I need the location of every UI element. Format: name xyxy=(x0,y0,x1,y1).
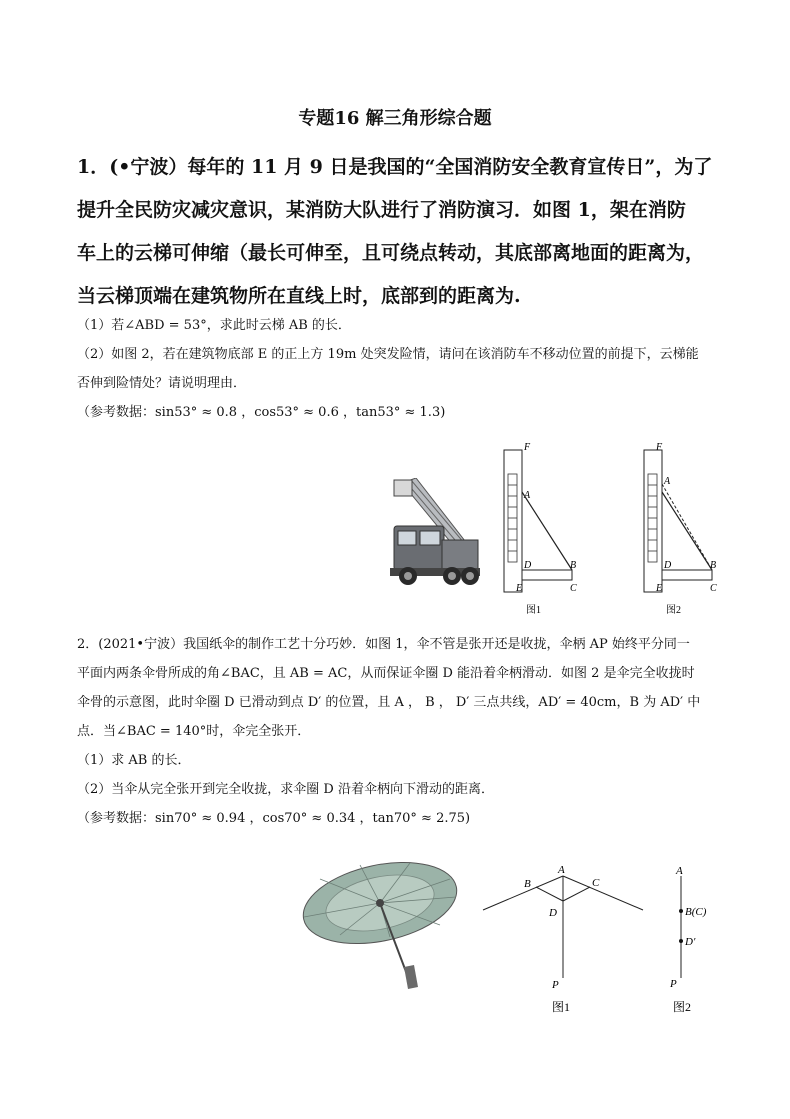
label-F: F xyxy=(656,442,663,453)
fire-truck-image xyxy=(380,478,485,588)
label-C: C xyxy=(570,583,577,594)
label-P: P xyxy=(670,978,677,990)
page-title: 专题16 解三角形综合题 xyxy=(298,108,492,129)
label-B: B xyxy=(710,560,717,571)
q2-figure-2 xyxy=(665,860,735,1020)
q2-figure-1 xyxy=(478,860,648,1020)
label-D: D xyxy=(524,560,532,571)
question-1-parts xyxy=(77,311,737,427)
q1-part-2b: 否伸到险情处？请说明理由． xyxy=(77,376,247,391)
q1-line: 车上的云梯可伸缩（最长可伸至，且可绕点转动，其底部离地面的距离为， xyxy=(77,242,705,264)
label-D-prime: D′ xyxy=(685,936,696,948)
label-E: E xyxy=(516,583,523,594)
label-C: C xyxy=(710,583,717,594)
figure-caption: 图2 xyxy=(673,1000,692,1014)
question-2 xyxy=(77,630,737,833)
q2-line: 伞骨的示意图，此时伞圈 D 已滑动到点 D′ 的位置，且 A ， B ， D′ 三点共线，AD′ = 40cm，B 为 AD′ 中 xyxy=(77,695,701,710)
label-A: A xyxy=(664,476,671,487)
q1-reference: （参考数据：sin53° ≈ 0.8 ，cos53° ≈ 0.6 ，tan53° ≈ 1.3) xyxy=(77,405,446,420)
label-F: F xyxy=(524,442,531,453)
q1-figure-2 xyxy=(630,440,730,620)
question-1-stem xyxy=(77,146,737,318)
q1-line: 提升全民防灾减灾意识，某消防大队进行了消防演习．如图 1，架在消防 xyxy=(77,199,686,221)
q1-line: 当云梯顶端在建筑物所在直线上时，底部到的距离为. xyxy=(77,285,521,307)
q2-line: 2．(2021•宁波）我国纸伞的制作工艺十分巧妙．如图 1，伞不管是张开还是收拢，伞柄 AP 始终平分同一 xyxy=(77,637,690,652)
figure-caption: 图1 xyxy=(552,1000,571,1014)
q2-line: 点．当∠BAC = 140°时，伞完全张开． xyxy=(77,724,311,739)
q1-figure-1 xyxy=(490,440,590,620)
label-C: C xyxy=(592,877,600,889)
label-B: B xyxy=(570,560,577,571)
q2-reference: （参考数据：sin70° ≈ 0.94 ，cos70° ≈ 0.34 ，tan70° ≈ 2.75) xyxy=(77,811,471,826)
q1-part-2a: （2）如图 2，若在建筑物底部 E 的正上方 19m 处突发险情，请问在该消防车不移动位置的前提下，云梯能 xyxy=(77,347,699,362)
q2-line: 平面内两条伞骨所成的角∠BAC，且 AB = AC，从而保证伞圈 D 能沿着伞柄滑动．如图 2 是伞完全收拢时 xyxy=(77,666,695,681)
label-D: D xyxy=(549,907,557,919)
paper-umbrella-image xyxy=(300,855,460,995)
label-A: A xyxy=(524,490,531,501)
q1-line: 1．(•宁波）每年的 11 月 9 日是我国的“全国消防安全教育宣传日”，为了 xyxy=(77,156,713,178)
label-D: D xyxy=(664,560,672,571)
figure-caption: 图1 xyxy=(526,605,541,616)
q1-part-1: （1）若∠ABD = 53°，求此时云梯 AB 的长． xyxy=(77,318,351,333)
fire-truck-icon xyxy=(390,478,480,585)
umbrella-icon xyxy=(300,855,460,989)
q2-part-2: （2）当伞从完全张开到完全收拢，求伞圈 D 沿着伞柄向下滑动的距离． xyxy=(77,782,494,797)
label-E: E xyxy=(656,583,663,594)
label-B: B xyxy=(524,878,531,890)
q2-part-1: （1）求 AB 的长． xyxy=(77,753,191,768)
label-B-C: B(C) xyxy=(685,906,707,918)
label-A: A xyxy=(558,864,565,876)
label-P: P xyxy=(552,979,559,991)
label-A: A xyxy=(676,865,683,877)
figure-caption: 图2 xyxy=(666,605,681,616)
